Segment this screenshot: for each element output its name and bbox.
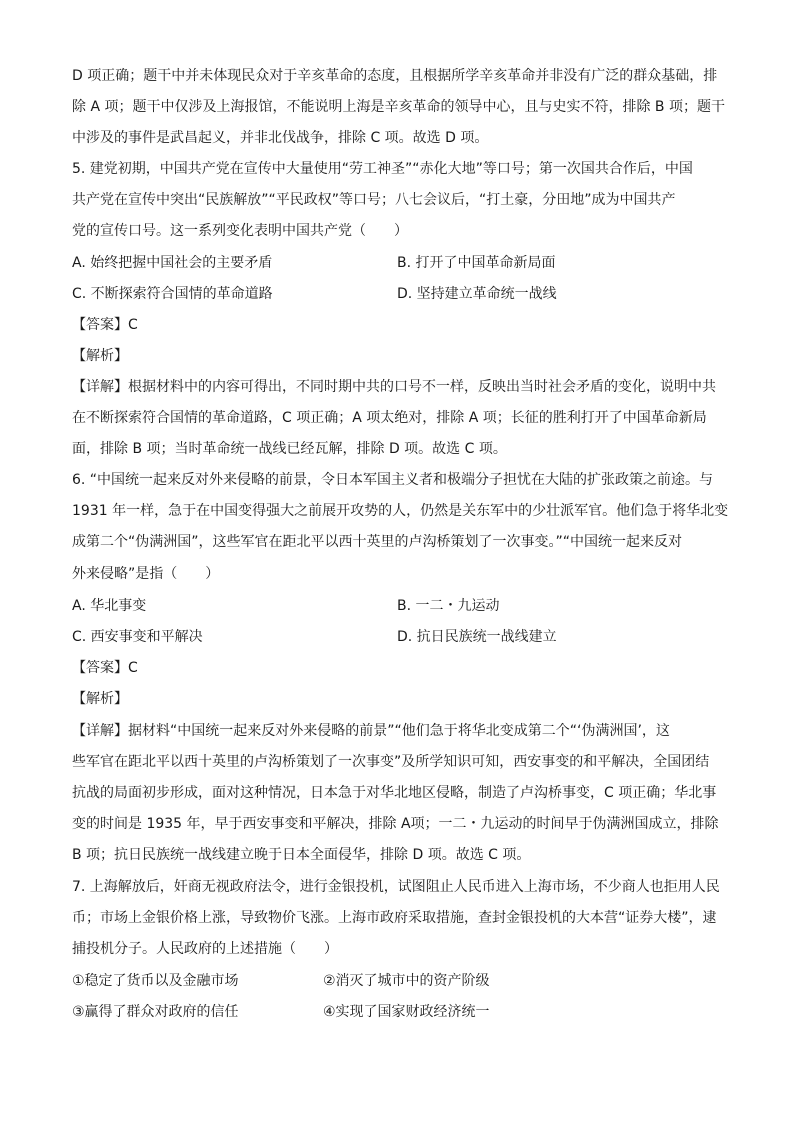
q5-stem-line: 党的宣传口号。这一系列变化表明中国共产党（ ） bbox=[72, 223, 408, 239]
q5-stem-line: 共产党在宣传中突出“民族解放”“平民政权”等口号；八七会议后，“打土豪，分田地”成为中国共产 bbox=[72, 192, 676, 208]
q6-option-a: A. 华北事变 bbox=[72, 598, 147, 614]
q6-analysis-label: 【解析】 bbox=[72, 691, 128, 707]
q6-stem-line: 外来侵略”是指（ ） bbox=[72, 566, 220, 582]
q5-stem-line: 5. 建党初期，中国共产党在宣传中大量使用“劳工神圣”“赤化大地”等口号；第一次国共合作后，中国 bbox=[72, 161, 693, 177]
q6-answer: 【答案】C bbox=[72, 660, 138, 676]
q7-item-3: ③赢得了群众对政府的信任 bbox=[72, 1004, 239, 1020]
q4-explanation-line: 除 A 项；题干中仅涉及上海报馆，不能说明上海是辛亥革命的领导中心，且与史实不符，排除 B 项；题干 bbox=[72, 99, 725, 115]
q6-stem-line: 成第二个“伪满洲国”，这些军官在距北平以西十英里的卢沟桥策划了一次事变。”“中国统一起来反对 bbox=[72, 534, 683, 550]
q7-item-2: ②消灭了城市中的资产阶级 bbox=[323, 973, 490, 989]
q6-detail-line: 抗战的局面初步形成，面对这种情况，日本急于对华北地区侵略，制造了卢沟桥事变，C 项正确；华北事 bbox=[72, 785, 717, 801]
q5-option-b: B. 打开了中国革命新局面 bbox=[397, 255, 556, 271]
q4-explanation-line: 中涉及的事件是武昌起义，并非北伐战争，排除 C 项。故选 D 项。 bbox=[72, 130, 489, 146]
q5-analysis-label: 【解析】 bbox=[72, 348, 128, 364]
q7-stem-line: 7. 上海解放后，奸商无视政府法令，进行金银投机，试图阻止人民币进入上海市场，不少商人也拒用人民 bbox=[72, 879, 720, 895]
q7-item-1: ①稳定了货币以及金融市场 bbox=[72, 973, 239, 989]
q5-answer: 【答案】C bbox=[72, 317, 138, 333]
q4-explanation-line: D 项正确；题干中并未体现民众对于辛亥革命的态度，且根据所学辛亥革命并非没有广泛的群众基础，排 bbox=[72, 68, 718, 84]
q5-option-c: C. 不断探索符合国情的革命道路 bbox=[72, 286, 273, 302]
q6-detail-line: 变的时间是 1935 年，早于西安事变和平解决，排除 A项；一二・九运动的时间早于伪满洲国成立，排除 bbox=[72, 816, 719, 832]
q5-option-d: D. 坚持建立革命统一战线 bbox=[397, 286, 557, 302]
q6-detail-line: 【详解】据材料“中国统一起来反对外来侵略的前景”“他们急于将华北变成第二个“‘伪满洲国’，这 bbox=[72, 723, 670, 739]
q5-detail-line: 面，排除 B 项；当时革命统一战线已经瓦解，排除 D 项。故选 C 项。 bbox=[72, 441, 507, 457]
q7-stem-line: 捕投机分子。人民政府的上述措施（ ） bbox=[72, 941, 338, 957]
q6-option-b: B. 一二・九运动 bbox=[397, 598, 500, 614]
q7-stem-line: 币；市场上金银价格上涨，导致物价飞涨。上海市政府采取措施，查封金银投机的大本营“证券大楼”，逮 bbox=[72, 910, 717, 926]
q5-option-a: A. 始终把握中国社会的主要矛盾 bbox=[72, 255, 273, 271]
q5-detail-line: 【详解】根据材料中的内容可得出，不同时期中共的口号不一样，反映出当时社会矛盾的变化，说明中共 bbox=[72, 379, 716, 395]
q7-item-4: ④实现了国家财政经济统一 bbox=[323, 1004, 490, 1020]
q6-option-d: D. 抗日民族统一战线建立 bbox=[397, 629, 557, 645]
q6-detail-line: B 项；抗日民族统一战线建立晚于日本全面侵华，排除 D 项。故选 C 项。 bbox=[72, 847, 531, 863]
q6-stem-line: 1931 年一样，急于在中国变得强大之前展开攻势的人，仍然是关东军中的少壮派军官。他们急于将华北变 bbox=[72, 503, 729, 519]
q6-stem-line: 6. “中国统一起来反对外来侵略的前景，令日本军国主义者和极端分子担忧在大陆的扩张政策之前途。与 bbox=[72, 472, 714, 488]
q6-option-c: C. 西安事变和平解决 bbox=[72, 629, 203, 645]
q6-detail-line: 些军官在距北平以西十英里的卢沟桥策划了一次事变”及所学知识可知，西安事变的和平解决，全国团结 bbox=[72, 754, 710, 770]
q5-detail-line: 在不断探索符合国情的革命道路，C 项正确；A 项太绝对，排除 A 项；长征的胜利打开了中国革命新局 bbox=[72, 410, 707, 426]
